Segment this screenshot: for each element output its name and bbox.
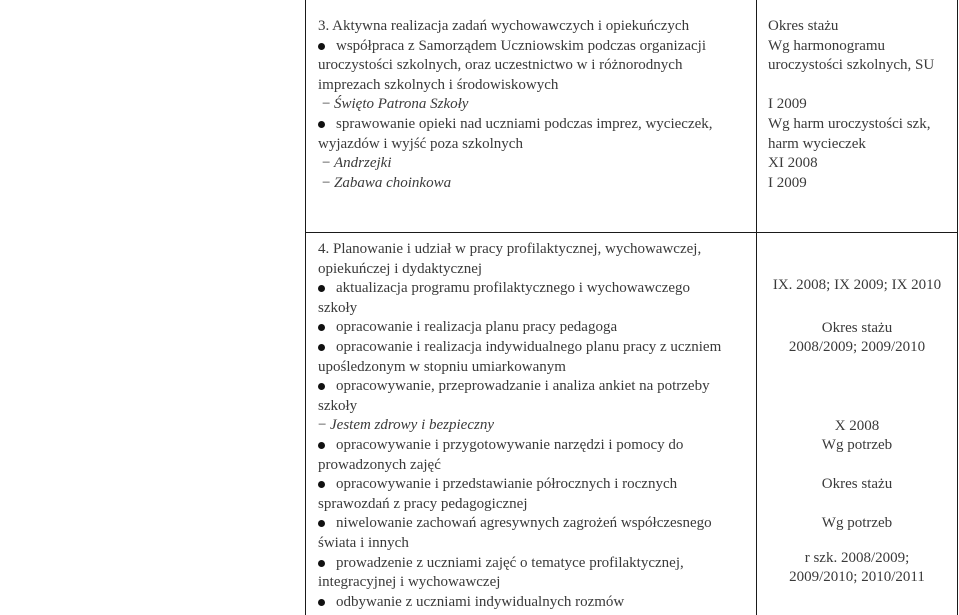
dash-subitem: − Zabawa choinkowa: [318, 174, 754, 194]
dash-subitem: − Andrzejki: [318, 154, 754, 174]
term-line: 2008/2009; 2009/2010: [788, 339, 926, 355]
section-3-heading: 3. Aktywna realizacja zadań wychowawczych i opiekuńczych: [318, 18, 690, 34]
bullet-icon: [318, 285, 325, 292]
dash-icon: −: [322, 174, 331, 191]
term-line: Okres stażu: [821, 476, 893, 492]
term-line: Wg potrzeb: [821, 515, 893, 531]
bullet-item-line: prowadzenie z uczniami zajęć o tematyce profilaktycznej,: [318, 554, 754, 574]
section-4-terms: [757, 0, 957, 615]
term-line: harm wycieczek: [768, 135, 866, 152]
bullet-item-line: niwelowanie zachowań agresywnych zagrożeń współczesnego: [318, 514, 754, 534]
dash-subitem: − Święto Patrona Szkoły: [318, 95, 754, 115]
term-line: Okres stażu: [821, 320, 893, 336]
section-4-activities: [318, 240, 754, 612]
bullet-icon: [318, 599, 325, 606]
bullet-item-line: uroczystości szkolnych, oraz uczestnictwo w i różnorodnych: [318, 57, 683, 74]
bullet-icon: [318, 121, 325, 128]
bullet-item-line: opracowywanie, przeprowadzanie i analiza ankiet na potrzeby: [318, 377, 754, 397]
table-border-right: [957, 0, 958, 615]
bullet-item-line: opracowywanie i przygotowywanie narzędzi i pomocy do: [318, 436, 754, 456]
bullet-item-line: szkoły: [318, 397, 358, 414]
bullet-item-line: sprawozdań z pracy pedagogicznej: [318, 495, 528, 512]
bullet-icon: [318, 344, 325, 351]
term-line: 2009/2010; 2010/2011: [789, 569, 925, 585]
bullet-item-line: świata i innych: [318, 534, 409, 551]
bullet-item-line: opracowanie i realizacja indywidualnego planu pracy z uczniem: [318, 338, 754, 358]
term-line: XI 2008: [768, 155, 818, 172]
term-line: Wg harm uroczystości szk,: [768, 115, 931, 132]
term-line: Wg potrzeb: [821, 437, 893, 453]
term-line: X 2008: [834, 418, 880, 434]
dash-icon: −: [322, 155, 331, 172]
term-line: Okres stażu: [768, 18, 839, 34]
bullet-item-line: prowadzonych zajęć: [318, 456, 441, 473]
bullet-item-line: odbywanie z uczniami indywidualnych rozmów: [318, 593, 754, 613]
bullet-icon: [318, 520, 325, 527]
bullet-icon: [318, 383, 325, 390]
bullet-item-line: współpraca z Samorządem Uczniowskim podczas organizacji: [318, 37, 754, 57]
bullet-icon: [318, 324, 325, 331]
dash-icon: −: [318, 417, 327, 434]
term-line: IX. 2008; IX 2009; IX 2010: [772, 277, 942, 293]
term-line: Wg harmonogramu: [768, 37, 886, 54]
section-4-heading: 4. Planowanie i udział w pracy profilaktycznej, wychowawczej,: [318, 241, 702, 257]
term-line: I 2009: [768, 174, 807, 191]
bullet-item-line: integracyjnej i wychowawczej: [318, 574, 501, 591]
bullet-item-line: sprawowanie opieki nad uczniami podczas imprez, wycieczek,: [318, 115, 754, 135]
term-line: r szk. 2008/2009;: [804, 550, 910, 566]
bullet-item-line: imprezach szkolnych i środowiskowych: [318, 76, 559, 93]
bullet-icon: [318, 43, 325, 50]
bullet-item-line: aktualizacja programu profilaktycznego i wychowawczego: [318, 279, 754, 299]
table-border-left: [305, 0, 306, 615]
term-line: I 2009: [768, 96, 807, 113]
dash-subitem: − Jestem zdrowy i bezpieczny: [318, 416, 754, 436]
term-line: uroczystości szkolnych, SU: [768, 57, 935, 74]
section-3-activities: [318, 17, 754, 193]
bullet-icon: [318, 560, 325, 567]
bullet-item-line: wyjazdów i wyjść poza szkolnych: [318, 135, 523, 152]
dash-icon: −: [322, 96, 331, 113]
bullet-item-line: szkoły: [318, 299, 358, 316]
bullet-item-line: opracowywanie i przedstawianie półrocznych i rocznych: [318, 475, 754, 495]
bullet-icon: [318, 442, 325, 449]
bullet-icon: [318, 481, 325, 488]
section-4-heading: opiekuńczej i dydaktycznej: [318, 260, 483, 277]
bullet-item-line: upośledzonym w stopniu umiarkowanym: [318, 358, 566, 375]
bullet-item-line: opracowanie i realizacja planu pracy pedagoga: [318, 318, 754, 338]
